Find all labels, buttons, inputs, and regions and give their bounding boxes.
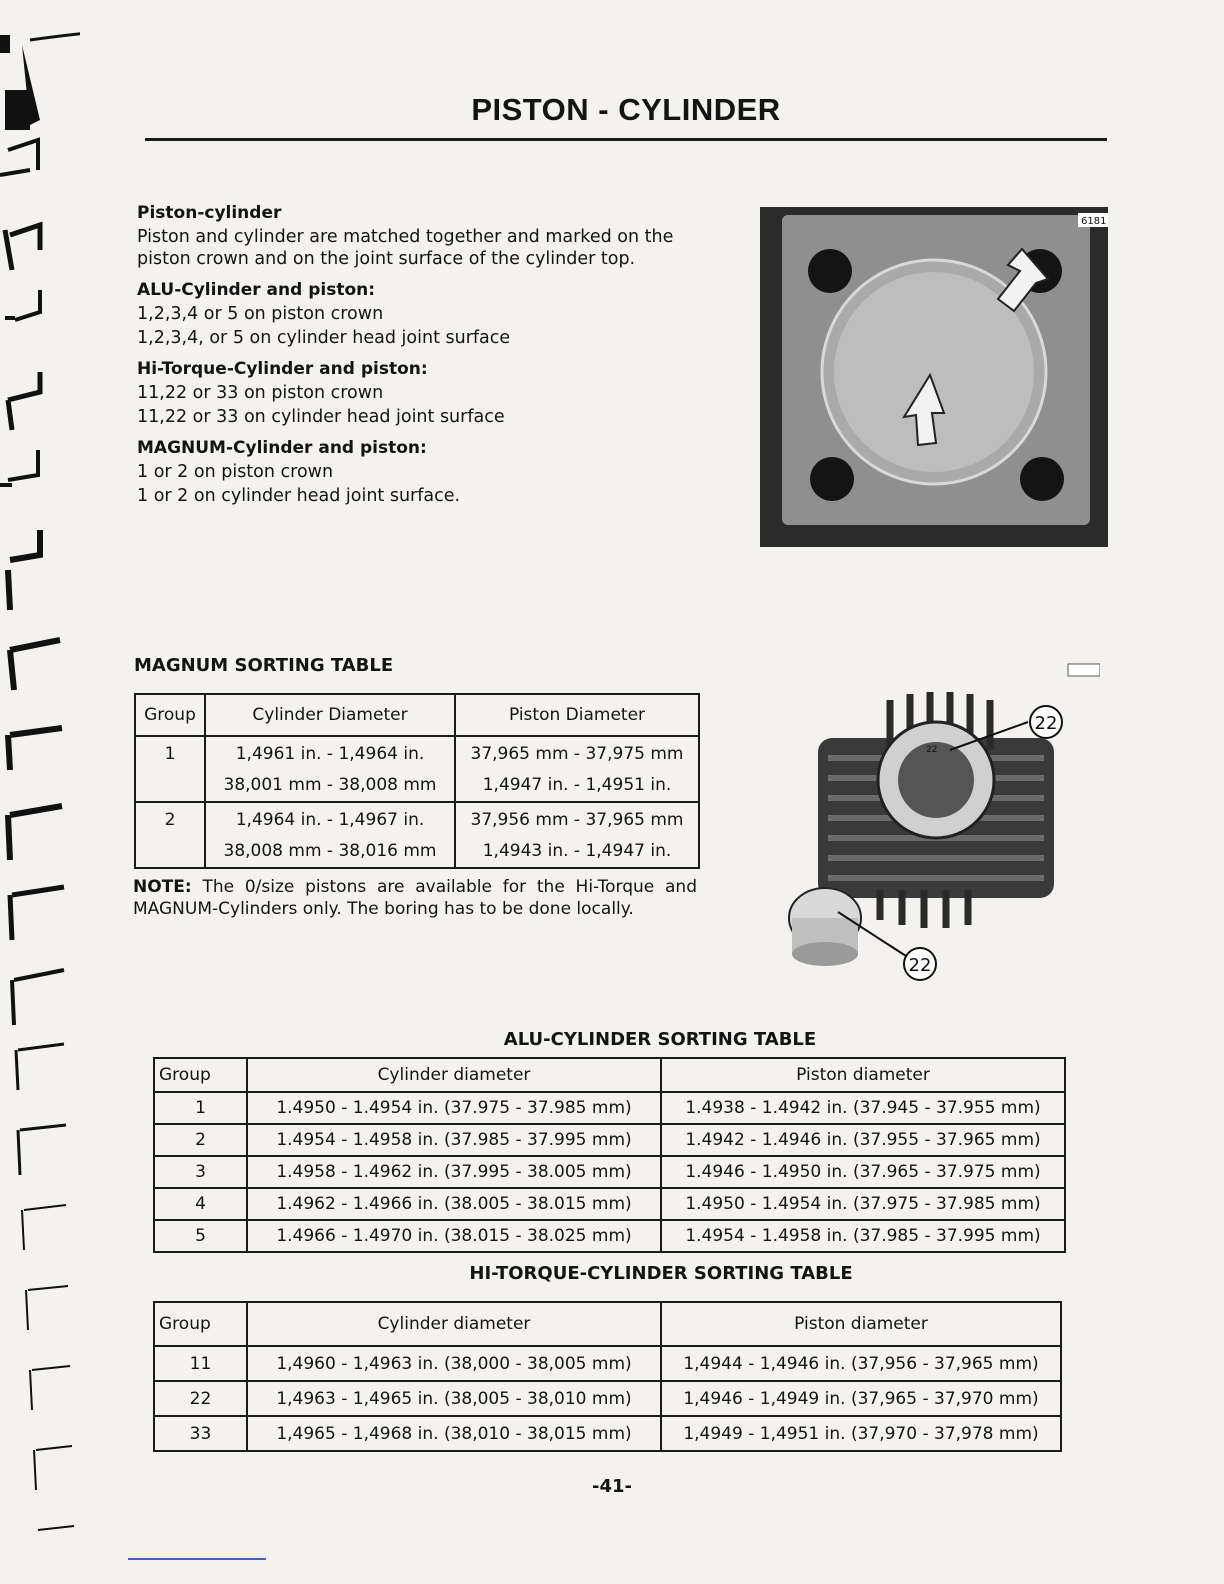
column-header: Group <box>154 1302 247 1346</box>
cylinder-cell: 1,4963 - 1,4965 in. (38,005 - 38,010 mm) <box>247 1381 661 1416</box>
cylinder-inch-range: 1,4964 in. - 1,4967 in. <box>235 810 425 830</box>
hitorque-line-1: 11,22 or 33 on piston crown <box>137 383 384 403</box>
magnum-line-2: 1 or 2 on cylinder head joint surface. <box>137 486 461 506</box>
note-label: NOTE: <box>133 877 192 897</box>
page-title: PISTON - CYLINDER <box>471 92 781 127</box>
piston-cell: 1.4954 - 1.4958 in. (37.985 - 37.995 mm) <box>661 1220 1065 1252</box>
table-row <box>154 1124 1065 1156</box>
group-cell: 1 <box>154 1092 247 1124</box>
table-row <box>154 1188 1065 1220</box>
piston-inch-range: 1,4947 in. - 1,4951 in. <box>482 775 672 795</box>
table-header-row <box>154 1302 1061 1346</box>
cylinder-cell <box>205 736 455 802</box>
column-header: Piston diameter <box>661 1058 1065 1092</box>
cylinder-cell: 1.4954 - 1.4958 in. (37.985 - 37.995 mm) <box>247 1124 661 1156</box>
group-cell: 3 <box>154 1156 247 1188</box>
binding-edge <box>0 0 80 1584</box>
piston-cell: 1.4942 - 1.4946 in. (37.955 - 37.965 mm) <box>661 1124 1065 1156</box>
piston-cell: 1,4946 - 1,4949 in. (37,965 - 37,970 mm) <box>661 1381 1061 1416</box>
column-header: Piston diameter <box>661 1302 1061 1346</box>
column-header: Group <box>154 1058 247 1092</box>
intro-heading: Piston-cylinder <box>137 203 282 223</box>
table-header-row <box>135 694 699 736</box>
group-cell: 1 <box>135 736 205 802</box>
group-cell: 11 <box>154 1346 247 1381</box>
intro-section <box>137 202 727 507</box>
column-header: Cylinder Diameter <box>205 694 455 736</box>
cylinder-inch-range: 1,4961 in. - 1,4964 in. <box>235 744 425 764</box>
column-header: Group <box>135 694 205 736</box>
hitorque-line-2: 11,22 or 33 on cylinder head joint surface <box>137 407 505 427</box>
magnum-table-title: MAGNUM SORTING TABLE <box>134 655 394 676</box>
cylinder-mm-range: 38,008 mm - 38,016 mm <box>223 841 437 861</box>
alu-table-title: ALU-CYLINDER SORTING TABLE <box>503 1029 817 1050</box>
piston-cell <box>455 736 699 802</box>
alu-heading: ALU-Cylinder and piston: <box>137 280 376 300</box>
column-header: Piston Diameter <box>455 694 699 736</box>
intro-text: Piston and cylinder are matched together and marked on the piston crown and on the joint surface of the cylinder top. <box>137 227 674 269</box>
column-header: Cylinder diameter <box>247 1302 661 1346</box>
column-header: Cylinder diameter <box>247 1058 661 1092</box>
table-row <box>154 1346 1061 1381</box>
page-number: -41- <box>592 1476 632 1497</box>
alu-sorting-table <box>153 1057 1066 1253</box>
magnum-sorting-table <box>134 693 700 869</box>
cylinder-mm-range: 38,001 mm - 38,008 mm <box>223 775 437 795</box>
table-row <box>154 1381 1061 1416</box>
piston-mm-range: 37,965 mm - 37,975 mm <box>470 744 684 764</box>
table-row <box>154 1156 1065 1188</box>
piston-cell: 1,4944 - 1,4946 in. (37,956 - 37,965 mm) <box>661 1346 1061 1381</box>
hi-torque-sorting-table <box>153 1301 1062 1452</box>
group-cell: 2 <box>154 1124 247 1156</box>
cylinder-piston-photo <box>770 650 1100 990</box>
table-row <box>135 736 699 802</box>
note-text: The 0/size pistons are available for the Hi-Torque and MAGNUM-Cylinders only. The boring has to be done locally. <box>133 877 697 919</box>
piston-cell: 1,4949 - 1,4951 in. (37,970 - 37,978 mm) <box>661 1416 1061 1451</box>
group-cell: 33 <box>154 1416 247 1451</box>
piston-cell: 1.4946 - 1.4950 in. (37.965 - 37.975 mm) <box>661 1156 1065 1188</box>
cylinder-cell: 1.4962 - 1.4966 in. (38.005 - 38.015 mm) <box>247 1188 661 1220</box>
magnum-line-1: 1 or 2 on piston crown <box>137 462 334 482</box>
table-row <box>154 1416 1061 1451</box>
cylinder-cell <box>205 802 455 868</box>
group-cell: 2 <box>135 802 205 868</box>
piston-cell: 1.4950 - 1.4954 in. (37.975 - 37.985 mm) <box>661 1188 1065 1220</box>
alu-line-2: 1,2,3,4, or 5 on cylinder head joint surface <box>137 328 511 348</box>
piston-cell: 1.4938 - 1.4942 in. (37.945 - 37.955 mm) <box>661 1092 1065 1124</box>
table-row <box>154 1220 1065 1252</box>
hitorque-heading: Hi-Torque-Cylinder and piston: <box>137 359 428 379</box>
photo1-label: 6181 <box>1081 216 1107 227</box>
table-header-row <box>154 1058 1065 1092</box>
cylinder-top-photo <box>760 207 1108 547</box>
cylinder-stamp: 22 <box>926 745 938 755</box>
cylinder-cell: 1,4960 - 1,4963 in. (38,000 - 38,005 mm) <box>247 1346 661 1381</box>
cylinder-cell: 1.4966 - 1.4970 in. (38.015 - 38.025 mm) <box>247 1220 661 1252</box>
alu-line-1: 1,2,3,4 or 5 on piston crown <box>137 304 384 324</box>
piston-cell <box>455 802 699 868</box>
group-cell: 4 <box>154 1188 247 1220</box>
title-rule <box>145 138 1107 141</box>
scan-artifact-line <box>128 1558 266 1560</box>
group-cell: 22 <box>154 1381 247 1416</box>
cylinder-cell: 1.4950 - 1.4954 in. (37.975 - 37.985 mm) <box>247 1092 661 1124</box>
table-row <box>135 802 699 868</box>
piston-mm-range: 37,956 mm - 37,965 mm <box>470 810 684 830</box>
note <box>133 876 697 920</box>
callout-top: 22 <box>1034 713 1058 734</box>
hi-torque-table-title: HI-TORQUE-CYLINDER SORTING TABLE <box>469 1263 853 1284</box>
magnum-heading: MAGNUM-Cylinder and piston: <box>137 438 427 458</box>
cylinder-cell: 1.4958 - 1.4962 in. (37.995 - 38.005 mm) <box>247 1156 661 1188</box>
callout-bottom: 22 <box>908 955 932 976</box>
cylinder-cell: 1,4965 - 1,4968 in. (38,010 - 38,015 mm) <box>247 1416 661 1451</box>
table-row <box>154 1092 1065 1124</box>
group-cell: 5 <box>154 1220 247 1252</box>
piston-inch-range: 1,4943 in. - 1,4947 in. <box>482 841 672 861</box>
